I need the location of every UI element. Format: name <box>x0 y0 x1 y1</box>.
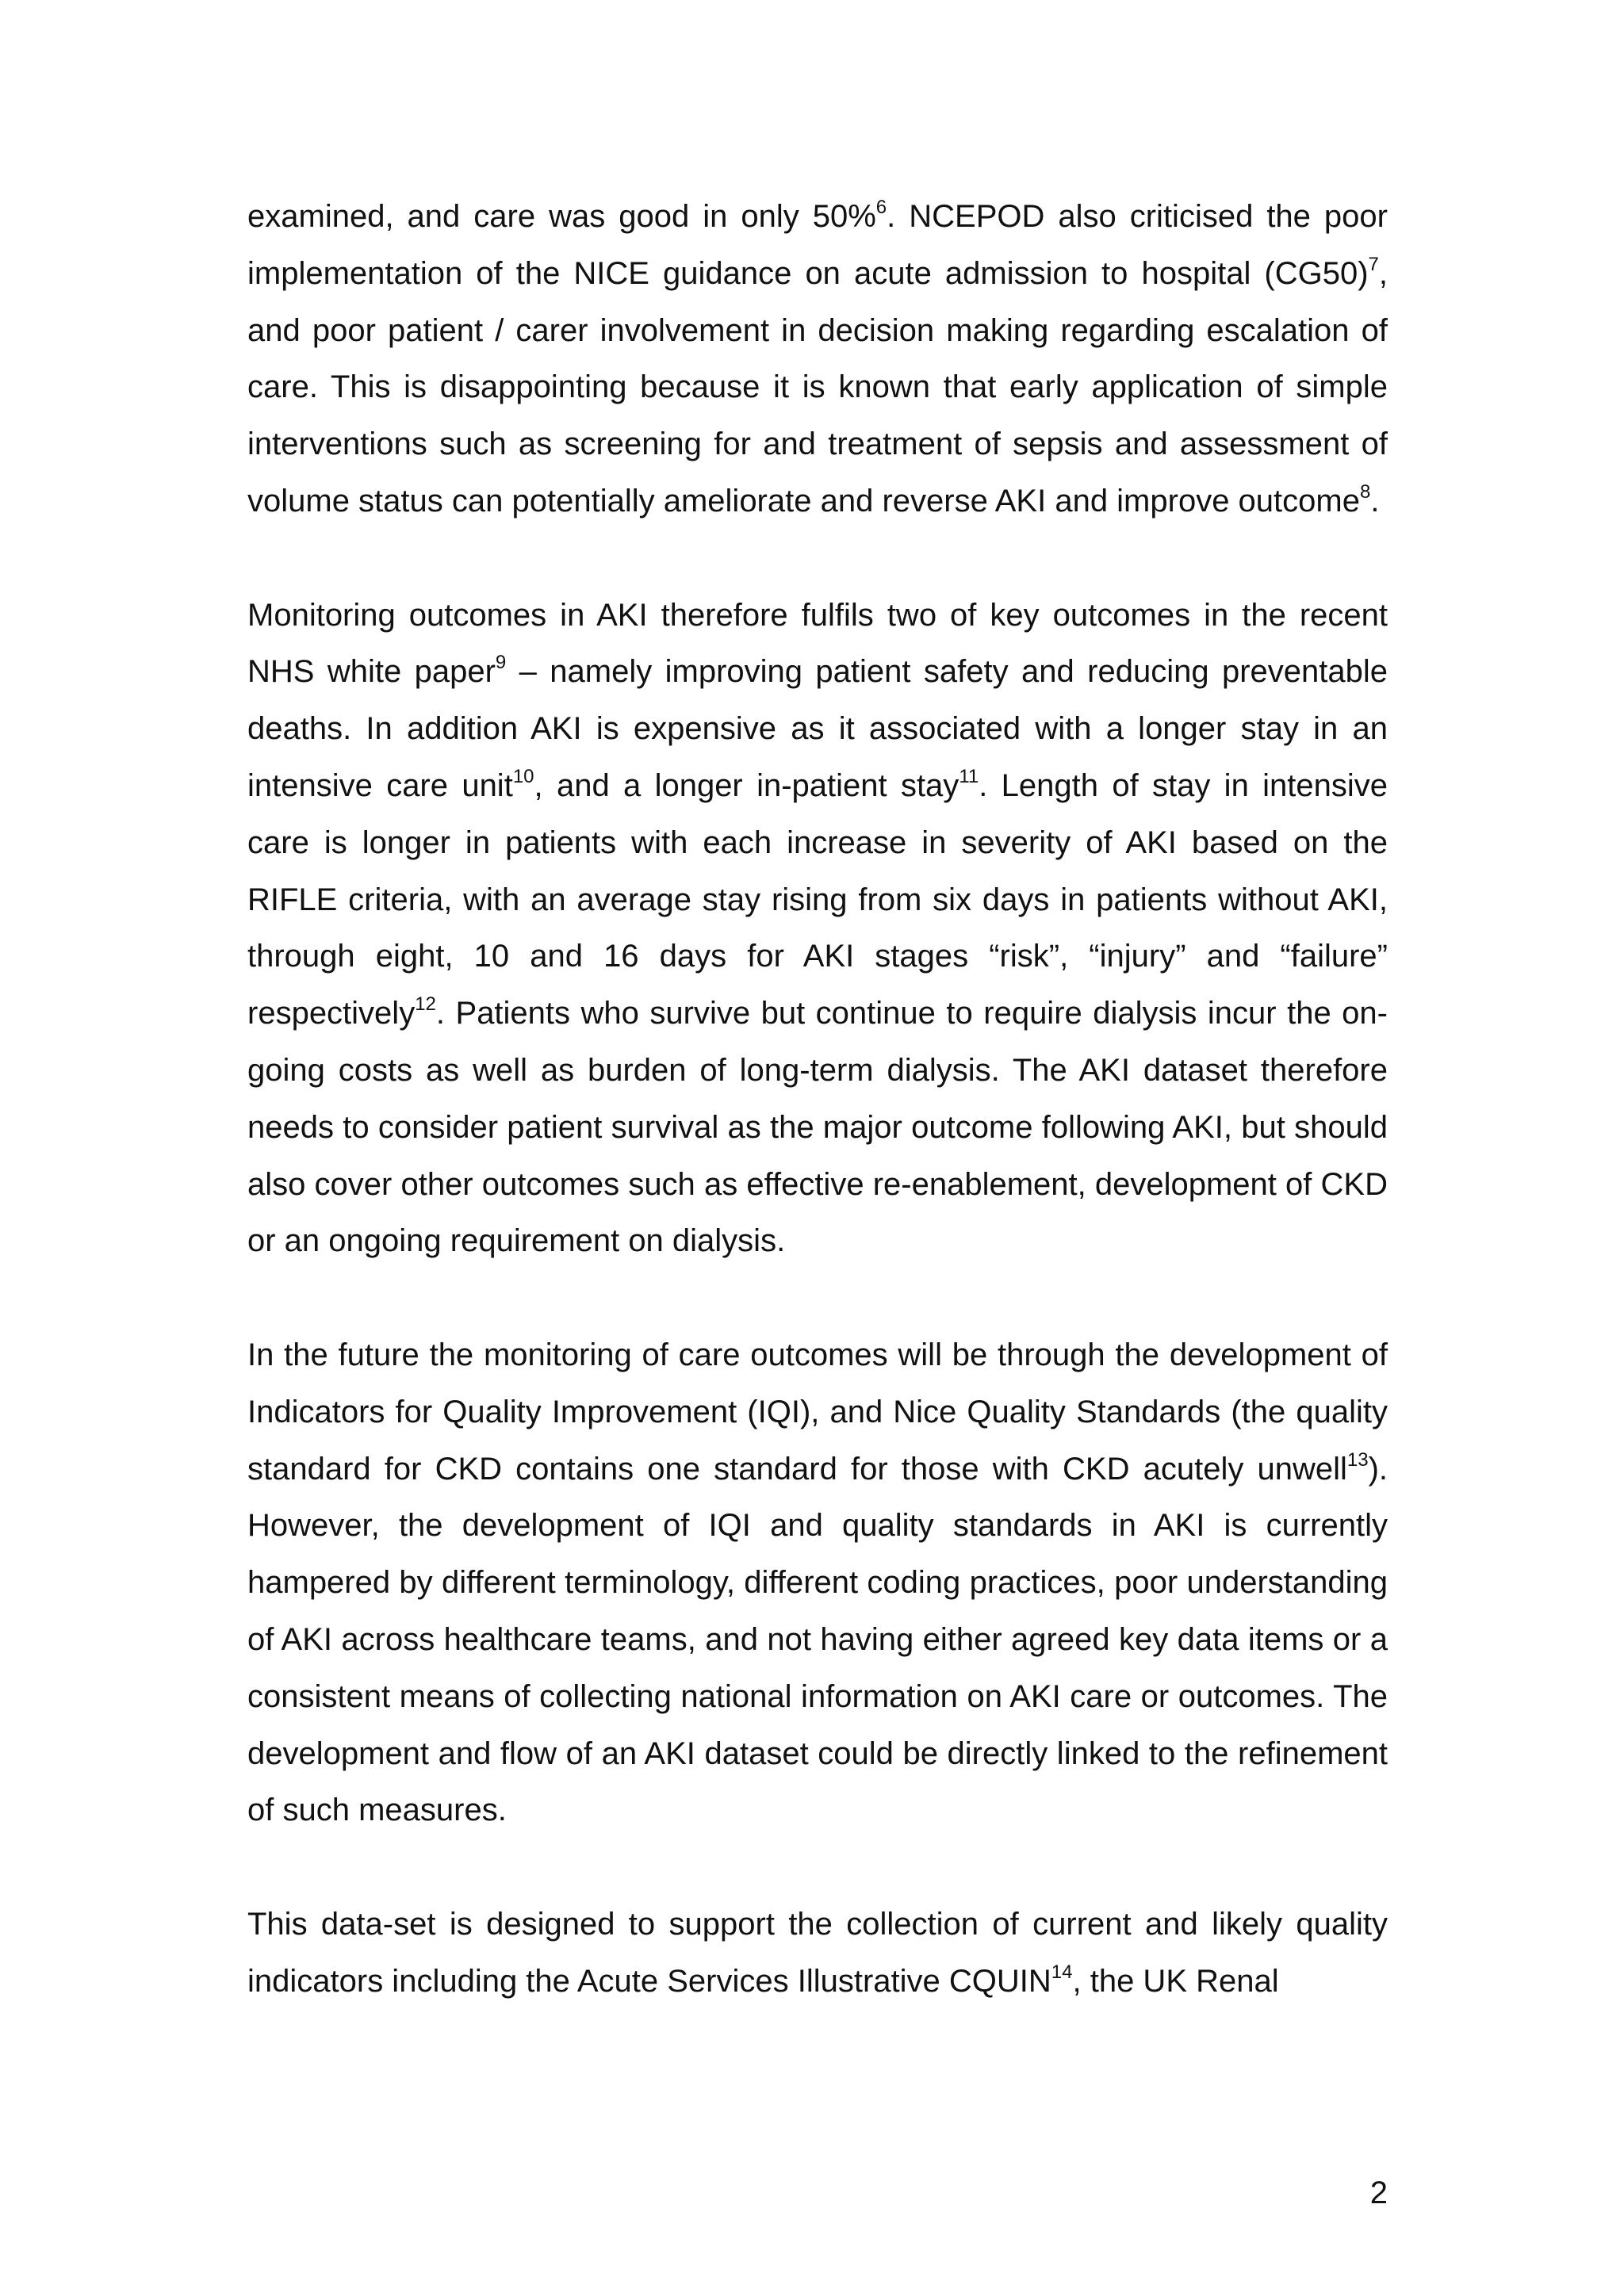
text-run: , and poor patient / carer involvement in decision making regarding escalation of care. This is disappointing because it is known that early application of simple interventions such as screening for and treatment of sepsis and assessment of volume status can potentially ameliorate and reverse AKI and improve outcome <box>247 255 1388 519</box>
footnote-reference: 11 <box>959 765 979 787</box>
text-run: . NCEPOD also criticised the poor implementation of the NICE guidance on acute admission to hospital (CG50) <box>247 199 1388 291</box>
footnote-reference: 6 <box>875 197 887 218</box>
footnote-reference: 8 <box>1359 480 1371 503</box>
footnote-reference: 14 <box>1051 1961 1073 1983</box>
footnote-reference: 9 <box>495 652 507 674</box>
text-run: . Patients who survive but continue to require dialysis incur the on-going costs as well as burden of long-term dialysis. The AKI dataset therefore needs to consider patient survival as the major outcome following AKI, but should also cover other outcomes such as effective re-enablement, development of CKD or an ongoing requirement on dialysis. <box>247 996 1388 1259</box>
text-run: , the UK Renal <box>1072 1963 1279 1999</box>
text-run: . <box>1370 483 1380 519</box>
text-run: , and a longer in-patient stay <box>534 767 959 803</box>
text-run: . Length of stay in intensive care is longer in patients with each increase in severity of AKI based on the RIFLE criteria, with an average stay rising from six days in patients without AKI, through eight, 10 and 16 days for AKI stages “risk”, “injury” and “failure” respectively <box>247 767 1388 1031</box>
paragraph-monitoring-outcomes <box>247 587 1388 1271</box>
text-run: ). However, the development of IQI and quality standards in AKI is currently hampered by different terminology, different coding practices, poor understanding of AKI across healthcare teams, and not having either agreed key data items or a consistent means of collecting national information on AKI care or outcomes. The development and flow of an AKI dataset could be directly linked to the refinement of such measures. <box>247 1451 1388 1828</box>
text-run: This data-set is designed to support the collection of current and likely quality indicators including the Acute Services Illustrative CQUIN <box>247 1906 1388 1999</box>
footnote-reference: 10 <box>512 765 534 787</box>
paragraph-future-monitoring <box>247 1327 1388 1839</box>
footnote-reference: 13 <box>1346 1448 1369 1471</box>
page-number: 2 <box>1369 2175 1388 2210</box>
text-run: Monitoring outcomes in AKI therefore fulfils two of key outcomes in the recent NHS white paper <box>247 597 1388 690</box>
text-run: In the future the monitoring of care outcomes will be through the development of Indicators for Quality Improvement (IQI), and Nice Quality Standards (the quality standard for CKD contains one standard for those with CKD acutely unwell <box>247 1337 1388 1487</box>
body-text <box>247 189 1388 2011</box>
paragraph-care-quality <box>247 189 1388 530</box>
footnote-reference: 7 <box>1368 253 1379 275</box>
text-run: – namely improving patient safety and reducing preventable deaths. In addition AKI is expensive as it associated with a longer stay in an intensive care unit <box>247 654 1388 803</box>
paragraph-dataset-purpose <box>247 1896 1388 2011</box>
text-run: examined, and care was good in only 50% <box>247 199 876 234</box>
footnote-reference: 12 <box>415 993 436 1016</box>
